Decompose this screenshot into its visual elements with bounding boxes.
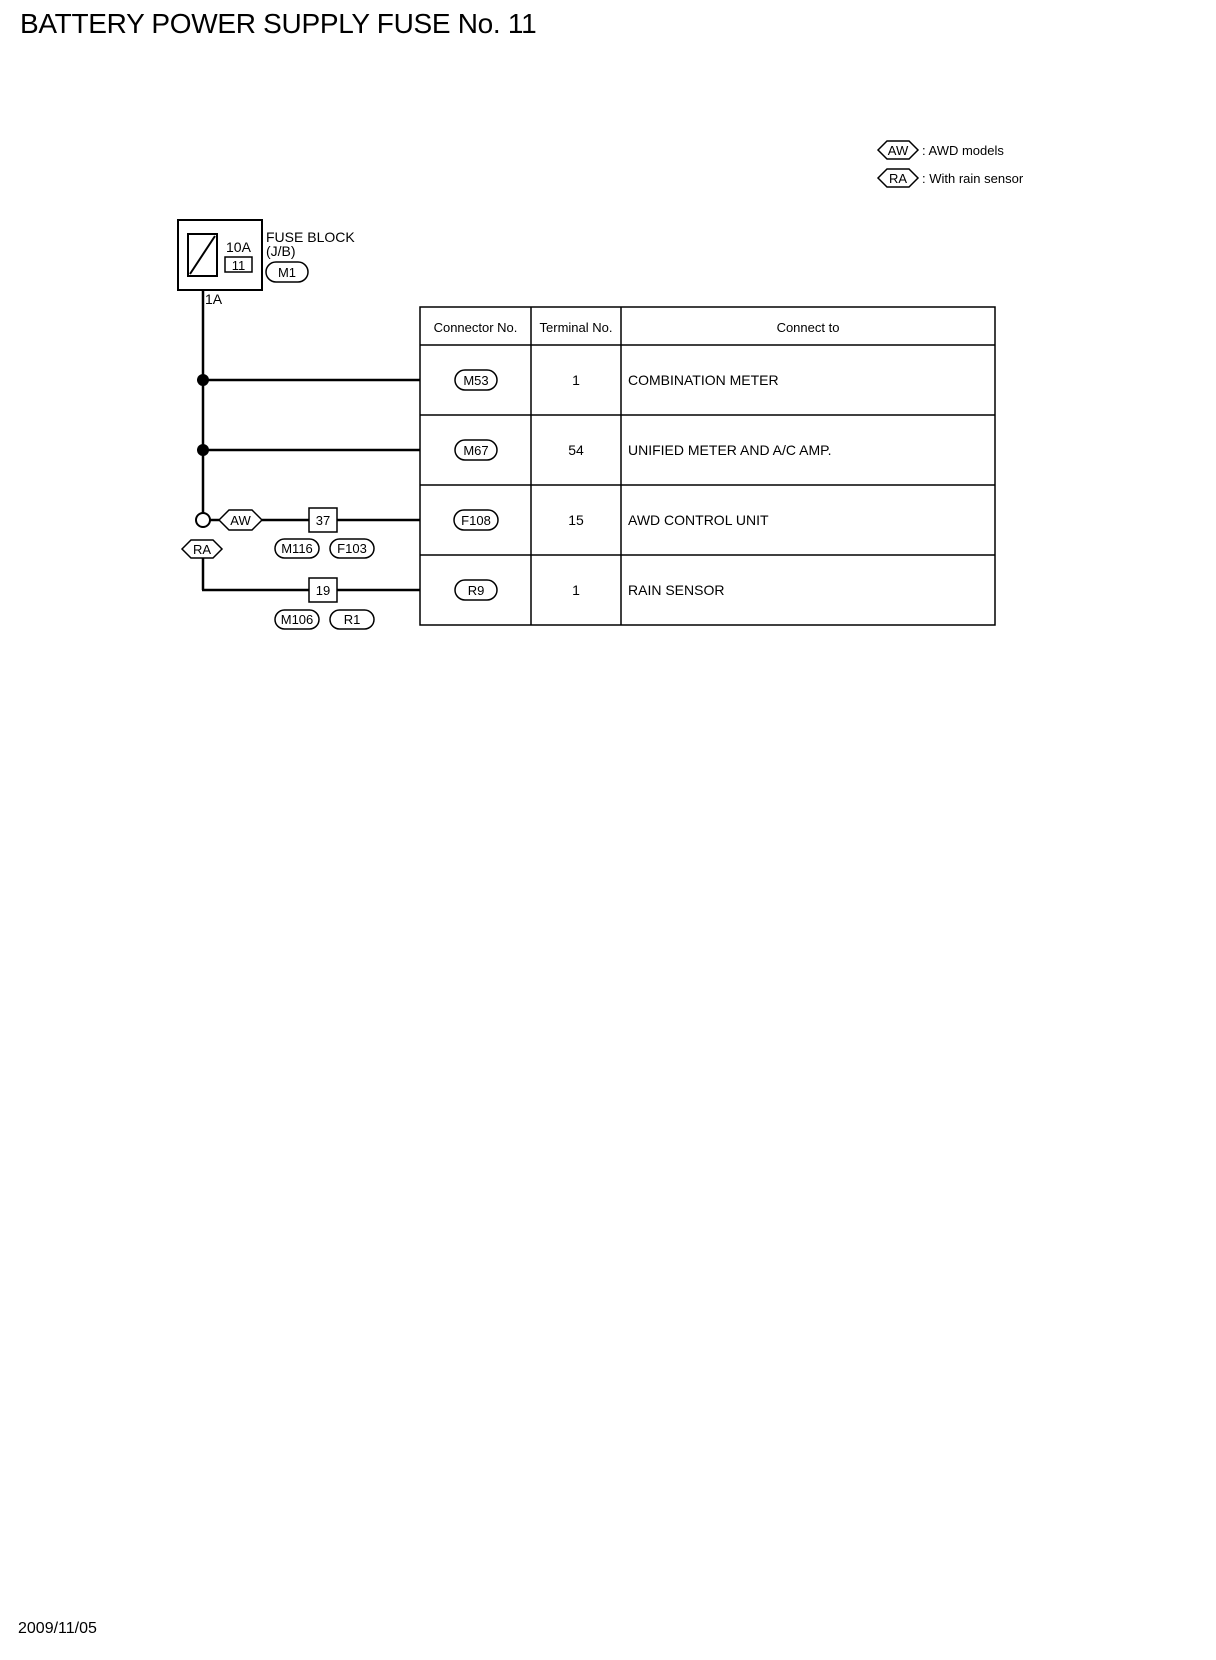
page-title: BATTERY POWER SUPPLY FUSE No. 11 [20, 8, 537, 39]
table-connector: M67 [463, 443, 489, 458]
table-connect-to: UNIFIED METER AND A/C AMP. [628, 442, 832, 458]
connection-table [420, 307, 995, 625]
fuse-terminal-label: 1A [205, 291, 223, 307]
header-connect-to: Connect to [776, 320, 840, 335]
connector-label-f103: F103 [337, 541, 367, 556]
table-connect-to: COMBINATION METER [628, 372, 779, 388]
table-terminal: 1 [572, 582, 580, 598]
joint-connector-37 [275, 508, 374, 558]
aw-branch-label: AW [230, 513, 251, 528]
splice-dot-m53 [197, 374, 209, 386]
table-outline [420, 307, 995, 625]
fuse-element-icon [190, 236, 215, 274]
fuse-number: 11 [231, 258, 246, 273]
table-connector: R9 [467, 583, 485, 598]
footer-date: 2009/11/05 [18, 1620, 97, 1637]
table-row [455, 370, 779, 390]
table-row [454, 510, 769, 530]
legend-code-aw: AW [887, 143, 909, 158]
fuse-block-subname: (J/B) [266, 243, 296, 259]
terminal-label-19: 19 [315, 583, 331, 598]
legend-text-ra: : With rain sensor [922, 171, 1024, 186]
table-connect-to: AWD CONTROL UNIT [628, 512, 769, 528]
connector-label-m106: M106 [280, 612, 314, 627]
joint-connector-19 [275, 578, 374, 629]
table-connector: M53 [463, 373, 489, 388]
connector-label-m116: M116 [281, 541, 313, 556]
table-row [455, 580, 724, 600]
splice-open-dot [196, 513, 210, 527]
header-terminal-no: Terminal No. [539, 320, 613, 335]
ra-branch-label: RA [192, 542, 212, 557]
terminal-label-37: 37 [315, 513, 331, 528]
table-connector: F108 [461, 513, 491, 528]
table-terminal: 15 [568, 512, 584, 528]
legend-item-ra [878, 169, 1024, 187]
table-terminal: 1 [572, 372, 580, 388]
connector-label-r1: R1 [343, 612, 361, 627]
legend-item-aw [878, 141, 1004, 159]
splice-dot-m67 [197, 444, 209, 456]
connector-label-m1: M1 [277, 265, 297, 280]
legend-code-ra: RA [888, 171, 908, 186]
fuse-block-name: FUSE BLOCK [266, 229, 355, 245]
table-row [455, 440, 832, 460]
fuse-block [178, 220, 355, 307]
header-connector-no: Connector No. [433, 320, 518, 335]
legend [878, 141, 1024, 187]
fuse-block-outline [178, 220, 262, 290]
legend-text-aw: : AWD models [922, 143, 1004, 158]
fuse-rating: 10A [226, 239, 251, 255]
table-terminal: 54 [568, 442, 584, 458]
table-connect-to: RAIN SENSOR [628, 582, 725, 598]
